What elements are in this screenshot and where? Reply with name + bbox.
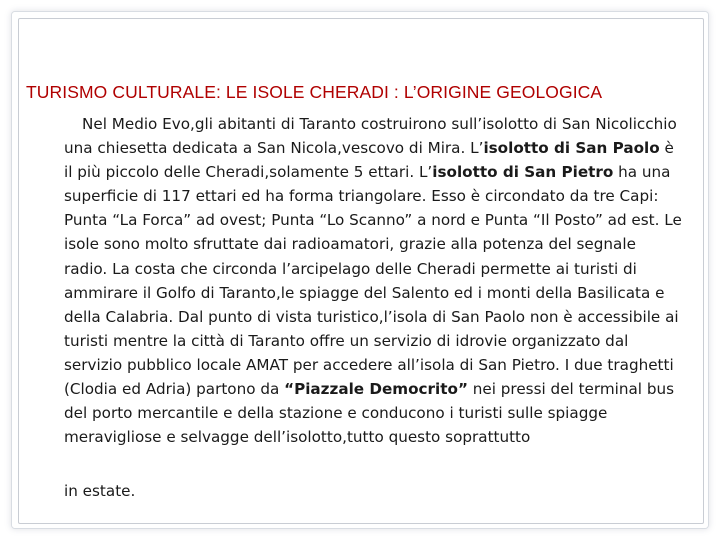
paragraph-segment-4: nei pressi del terminal bus del porto mercantile e della stazione e conducono i turisti sulle spiagge meravigliose e selvagge dell’isolotto,tutto questo soprattutto (64, 380, 675, 447)
slide-body-paragraph (64, 112, 682, 449)
bold-isolotto-san-pietro: isolotto di San Pietro (432, 163, 614, 182)
slide-body-ending: in estate. (64, 482, 136, 500)
slide-title: TURISMO CULTURALE: LE ISOLE CHERADI : L’ORIGINE GEOLOGICA (26, 82, 603, 102)
paragraph-segment-2: è il più piccolo delle Cheradi,solamente 5 ettari. L’ (64, 139, 674, 182)
bold-isolotto-san-paolo: isolotto di San Paolo (483, 139, 660, 158)
paragraph-segment-1: Nel Medio Evo,gli abitanti di Taranto costruirono sull’isolotto di San Nicolicchio una chiesetta dedicata a San Nicola,vescovo di Mira. L’ (64, 115, 677, 158)
bold-piazzale-democrito: “Piazzale Democrito” (284, 380, 468, 399)
paragraph-segment-3: ha una superficie di 117 ettari ed ha forma triangolare. Esso è circondato da tre Capi: Punta “La Forca” ad ovest; Punta “Lo Scanno” a nord e Punta “Il Posto” ad est. Le isole sono molto sfruttate dai radioamatori, grazie alla potenza del segnale radio. La costa che circonda l’arcipelago delle Cheradi permette ai turisti di ammirare il Golfo di Taranto,le spiagge del Salento ed i monti della Basilicata e della Calabria. Dal punto di vista turistico,l’isola di San Paolo non è accessibile ai turisti mentre la città di Taranto offre un servizio di idrovie organizzato dal servizio pubblico locale AMAT per accedere all’isola di San Pietro. I due traghetti (Clodia ed Adria) partono da (64, 163, 682, 399)
